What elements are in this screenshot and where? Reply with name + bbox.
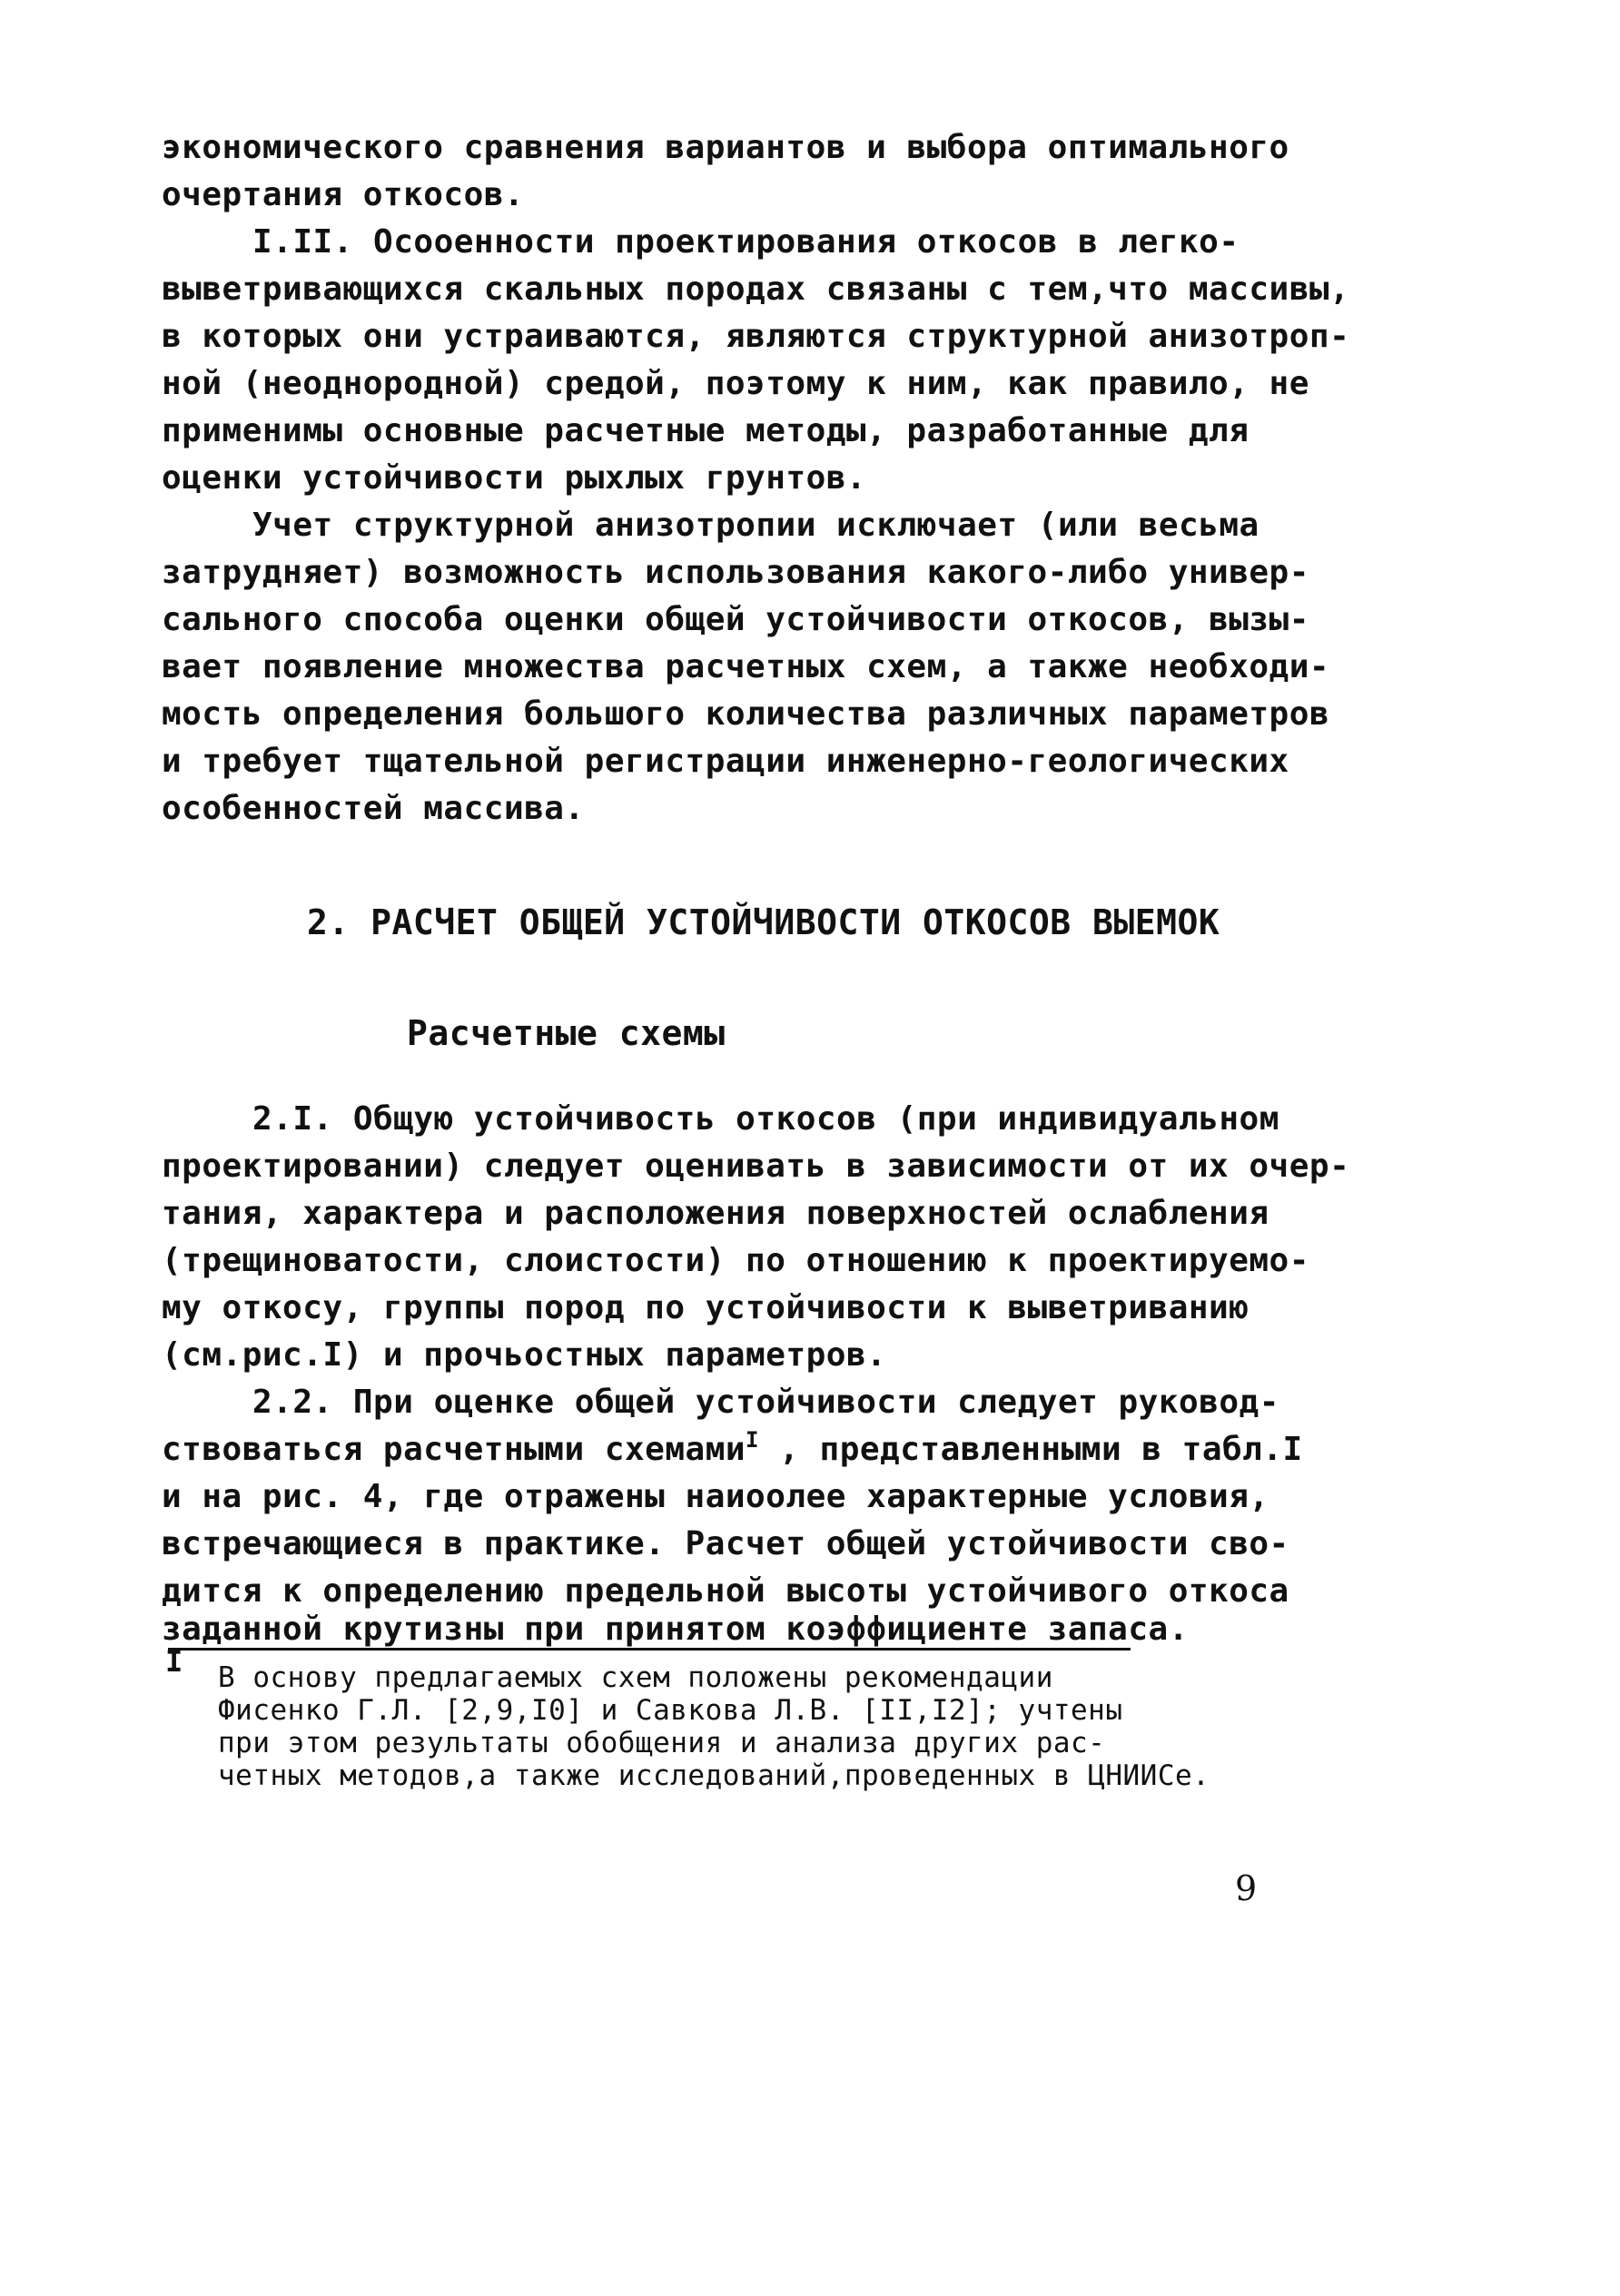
para-anisotropy-line-1: Учет структурной анизотропии исключает (или весьма	[252, 507, 1259, 544]
para-anisotropy-line-3: сального способа оценки общей устойчивости откосов, вызы-	[162, 601, 1309, 638]
intro-line-1: экономического сравнения вариантов и выбора оптимального	[162, 129, 1289, 166]
para-anisotropy-line-2: затрудняет) возможность использования какого-либо универ-	[162, 554, 1309, 591]
para-2-1-line-2: проектировании) следует оценивать в зависимости от их очер-	[162, 1148, 1350, 1185]
para-anisotropy-line-4: вает появление множества расчетных схем, а также необходи-	[162, 648, 1330, 685]
footnote-reference: I	[746, 1427, 759, 1453]
para-2-2-line-2	[162, 1427, 1303, 1475]
subsection-heading: Расчетные схемы	[407, 1013, 726, 1053]
footnote-line-1: В основу предлагаемых схем положены рекомендации	[218, 1661, 1053, 1694]
para-2-1-line-4: (трещиноватости, слоистости) по отношению к проектируемо-	[162, 1242, 1309, 1279]
para-2-1-line-1: 2.I. Общую устойчивость откосов (при индивидуальном	[252, 1100, 1279, 1138]
footnote-line-3: при этом результаты обобщения и анализа других рас-	[218, 1727, 1106, 1759]
para-2-1-line-5: му откосу, группы пород по устойчивости к выветриванию	[162, 1289, 1250, 1326]
para-2-2-line-4: встречающиеся в практике. Расчет общей устойчивости сво-	[162, 1525, 1289, 1562]
para-2-2-line-1: 2.2. При оценке общей устойчивости следует руковод-	[252, 1384, 1279, 1421]
para-anisotropy-line-5: мость определения большого количества различных параметров	[162, 695, 1330, 733]
para-anisotropy-line-6: и требует тщательной регистрации инженерно-геологических	[162, 743, 1289, 780]
para-2-2-line-2-start: ствоваться расчетными схемами	[162, 1431, 746, 1468]
footnote-marker: I	[165, 1644, 183, 1679]
para-2-2-line-2-end: , представленными в табл.I	[759, 1431, 1303, 1468]
para-1-11-line-2: выветривающихся скальных породах связаны с тем,что массивы,	[162, 271, 1350, 308]
section-heading: 2. РАСЧЕТ ОБЩЕЙ УСТОЙЧИВОСТИ ОТКОСОВ ВЫЕМОК	[307, 902, 1220, 942]
para-2-1-line-6: (см.рис.I) и прочьостных параметров.	[162, 1336, 887, 1374]
para-anisotropy-line-7: особенностей массива.	[162, 790, 585, 827]
footnote-rule	[168, 1648, 1131, 1651]
para-1-11-line-1: I.II. Осооенности проектирования откосов в легко-	[252, 223, 1240, 261]
para-1-11-line-6: оценки устойчивости рыхлых грунтов.	[162, 459, 867, 497]
page-number: 9	[1235, 1868, 1258, 1908]
intro-line-2: очертания откосов.	[162, 176, 525, 213]
footnote-line-2: Фисенко Г.Л. [2,9,I0] и Савкова Л.В. [II,I2]; учтены	[218, 1694, 1123, 1727]
para-1-11-line-5: применимы основные расчетные методы, разработанные для	[162, 412, 1250, 449]
para-1-11-line-4: ной (неоднородной) средой, поэтому к ним, как правило, не	[162, 365, 1309, 402]
para-2-2-line-5: дится к определению предельной высоты устойчивого откоса	[162, 1572, 1289, 1610]
para-2-2-line-6: заданной крутизны при принятом коэффициенте запаса.	[162, 1611, 1189, 1648]
footnote-line-4: четных методов,а также исследований,проведенных в ЦНИИСе.	[218, 1759, 1210, 1792]
para-2-1-line-3: тания, характера и расположения поверхностей ослабления	[162, 1195, 1269, 1232]
para-1-11-line-3: в которых они устраиваются, являются структурной анизотроп-	[162, 318, 1350, 355]
para-2-2-line-3: и на рис. 4, где отражены наиоолее характерные условия,	[162, 1478, 1269, 1515]
